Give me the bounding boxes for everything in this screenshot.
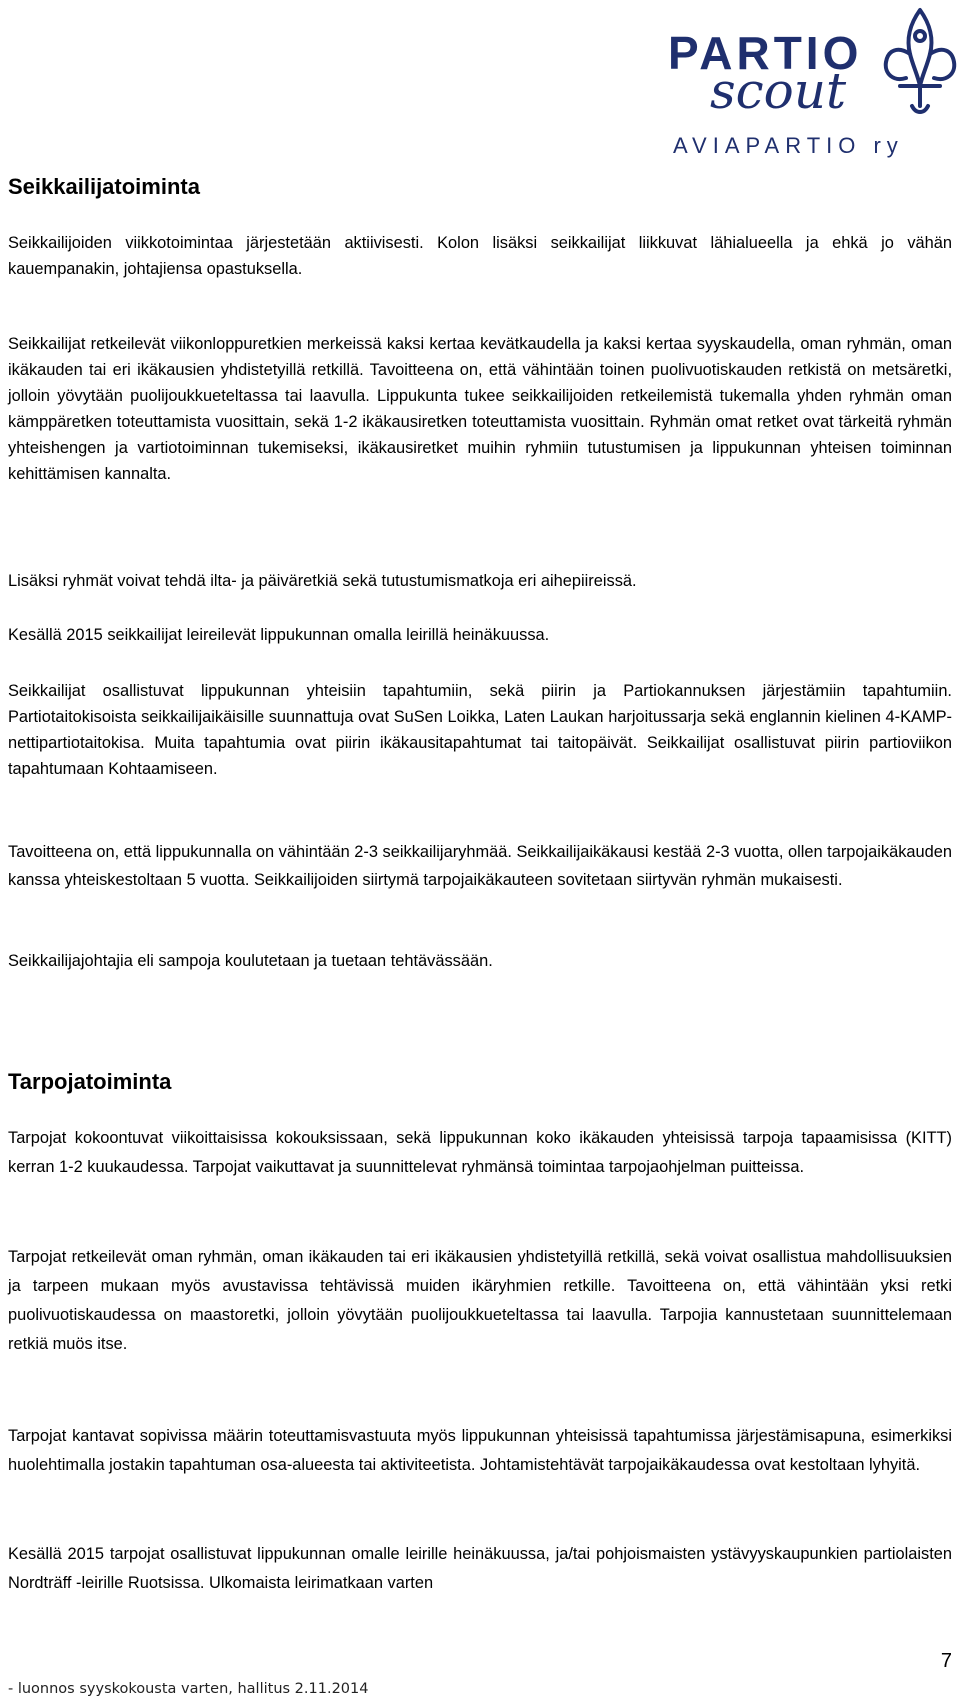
logo-wordmark: PARTIO: [668, 27, 863, 79]
footer-note: - luonnos syyskokousta varten, hallitus 2.11.2014: [8, 1681, 369, 1697]
page-number: 7: [940, 1650, 952, 1672]
paragraph: Tavoitteena on, että lippukunnalla on vähintään 2-3 seikkailijaryhmää. Seikkailijaikäkausi kestää 2-3 vuotta, ollen tarpojaikäkauden kanssa yhteiskestoltaan 5 vuotta. Seikkailijoiden siirtymä tarpojaikäkauteen sovitetaan siirtyvän ryhmän mukaisesti.: [8, 843, 952, 889]
paragraph: Tarpojat kantavat sopivissa määrin toteuttamisvastuuta myös lippukunnan yhteisissä tapahtumissa järjestämisapuna, esimerkiksi huolehtimalla jostakin tapahtuman osa-alueesta tai aktiviteetista. Johtamistehtävät tarpojaikäkaudessa ovat kestoltaan lyhyitä.: [8, 1427, 952, 1474]
paragraph: Kesällä 2015 tarpojat osallistuvat lippukunnan omalle leirille heinäkuussa, ja/tai pohjoismaisten ystävyyskaupunkien partiolaisten Nordträff -leirille Ruotsissa. Ulkomaista leirimatkaan varten: [8, 1545, 952, 1592]
logo-organization: AVIAPARTIO ry: [673, 133, 904, 158]
section-heading-seikkailijatoiminta: Seikkailijatoiminta: [8, 174, 200, 199]
paragraph: Tarpojat retkeilevät oman ryhmän, oman ikäkauden tai eri ikäkausien yhdistetyillä retkillä, sekä voivat osallistua mahdollisuuksien ja tarpeen mukaan myös avustavissa tehtävissä muiden ikäryhmien retkille. Tavoitteena on, että vähintään yksi retki puolivuotiskaudessa on maastoretki, jolloin yövytään puolijoukkueteltassa tai laavulla. Tarpojia kannustetaan suunnittelemaan retkiä muös itse.: [8, 1248, 952, 1353]
partio-scout-logo: [660, 6, 960, 166]
paragraph: Lisäksi ryhmät voivat tehdä ilta- ja päiväretkiä sekä tutustumismatkoja eri aihepiireissä.: [8, 572, 637, 590]
paragraph: Tarpojat kokoontuvat viikoittaisissa kokouksissaan, sekä lippukunnan koko ikäkauden yhteisissä tarpoja tapaamisissa (KITT) kerran 1-2 kuukaudessa. Tarpojat vaikuttavat ja suunnittelevat ryhmänsä toimintaa tarpojaohjelman puitteissa.: [8, 1129, 952, 1176]
section-heading-tarpojatoiminta: Tarpojatoiminta: [8, 1069, 172, 1094]
scout-lily-emblem-icon: [880, 6, 960, 126]
paragraph: Seikkailijat retkeilevät viikonloppuretkien merkeissä kaksi kertaa kevätkaudella ja kaksi kertaa syyskaudella, oman ryhmän, oman ikäkauden tai eri ikäkausien yhdistetyillä retkillä. Tavoitteena on, että vähintään toinen puolivuotiskauden retkistä on metsäretki, jolloin yövytään puolijoukkueteltassa tai laavulla. Lippukunta tukee seikkailijoiden retkeilemistä tukemalla yhden ryhmän oman kämppäretken toteuttamista vuosittain, sekä 1-2 ikäkausiretken toteuttamista vuosittain. Ryhmän omat retket ovat tärkeitä ryhmän yhteishengen ja vartiotoiminnan tukemiseksi, ikäkausiretket muihin ryhmiin tutustumisen ja lippukunnan yhteisen toiminnan kehittämisen kannalta.: [8, 335, 952, 483]
logo-scout-text: scout: [710, 62, 847, 120]
paragraph: Seikkailijajohtajia eli sampoja koulutetaan ja tuetaan tehtävässään.: [8, 952, 493, 970]
paragraph: Kesällä 2015 seikkailijat leireilevät lippukunnan omalla leirillä heinäkuussa.: [8, 626, 550, 644]
paragraph: Seikkailijoiden viikkotoimintaa järjestetään aktiivisesti. Kolon lisäksi seikkailijat liikkuvat lähialueella ja ehkä jo vähän kauempanakin, johtajiensa opastuksella.: [8, 234, 952, 278]
paragraph: Seikkailijat osallistuvat lippukunnan yhteisiin tapahtumiin, sekä piirin ja Partiokannuksen järjestämiin tapahtumiin. Partiotaitokisoista seikkailijaikäisille suunnattuja ovat SuSen Loikka, Laten Laukan harjoitussarja sekä englannin kielinen 4-KAMP-nettipartiotaitokisa. Muita tapahtumia ovat piirin ikäkausitapahtumat tai taitopäivät. Seikkailijat osallistuvat piirin partioviikon tapahtumaan Kohtaamiseen.: [8, 682, 952, 778]
